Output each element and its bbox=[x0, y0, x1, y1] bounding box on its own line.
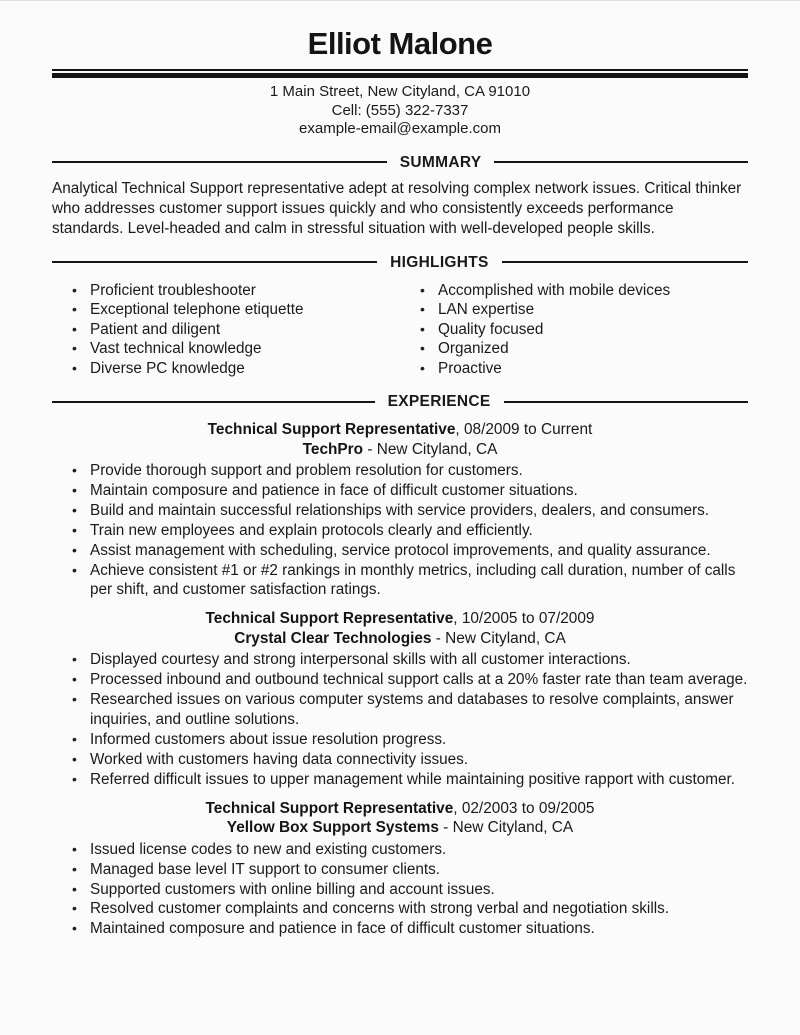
section-header-experience bbox=[52, 392, 748, 411]
job-bullet: • Issued license codes to new and existing customers. bbox=[52, 840, 748, 860]
job-bullet: • Achieve consistent #1 or #2 rankings in monthly metrics, including call duration, number of calls per shift, and customer satisfaction ratings. bbox=[52, 561, 748, 601]
highlights-rule-left-line bbox=[52, 261, 377, 263]
job-dates: , 08/2009 to Current bbox=[455, 421, 593, 438]
contact-address: 1 Main Street, New Cityland, CA 91010 bbox=[269, 83, 531, 100]
job-heading bbox=[52, 799, 748, 819]
job-bullet: • Displayed courtesy and strong interpersonal skills with all customer interactions. bbox=[52, 650, 748, 670]
highlight-item: • Patient and diligent bbox=[52, 320, 400, 340]
job-entry bbox=[52, 420, 748, 600]
job-heading bbox=[52, 420, 748, 440]
summary-text: Analytical Technical Support representative adept at resolving complex network issues. Critical thinker who addresses customer support issues quickly and who consistently exceeds performance standards. Level-headed and calm in stressful situation with well-developed people skills. bbox=[52, 179, 742, 237]
section-title-summary: SUMMARY bbox=[399, 153, 482, 171]
job-company-line bbox=[52, 818, 748, 838]
experience-rule-right-line bbox=[504, 401, 748, 403]
highlights-rule-right-line bbox=[502, 261, 748, 263]
section-title-highlights: HIGHLIGHTS bbox=[390, 253, 489, 271]
job-bullet: • Maintain composure and patience in face of difficult customer situations. bbox=[52, 481, 748, 501]
job-bullet: • Referred difficult issues to upper management while maintaining positive rapport with customer. bbox=[52, 770, 748, 790]
job-bullet: • Worked with customers having data connectivity issues. bbox=[52, 750, 748, 770]
job-bullet: • Managed base level IT support to consumer clients. bbox=[52, 860, 748, 880]
header-double-rule bbox=[52, 69, 748, 78]
summary-rule-left-line bbox=[52, 161, 387, 163]
highlight-item: • Proactive bbox=[400, 359, 748, 379]
job-company: Yellow Box Support Systems bbox=[226, 819, 439, 837]
job-bullet: • Supported customers with online billing and account issues. bbox=[52, 880, 748, 900]
job-bullet-list bbox=[52, 650, 748, 789]
highlights-list bbox=[52, 281, 748, 379]
highlight-item: • Organized bbox=[400, 339, 748, 359]
job-location: - New Cityland, CA bbox=[431, 629, 566, 647]
job-bullet: • Processed inbound and outbound technical support calls at a 20% faster rate than team average. bbox=[52, 670, 748, 690]
job-bullet: • Resolved customer complaints and concerns with strong verbal and negotiation skills. bbox=[52, 899, 748, 919]
section-title-experience: EXPERIENCE bbox=[387, 393, 491, 410]
highlight-item: • Vast technical knowledge bbox=[52, 339, 400, 359]
job-title: Technical Support Representative bbox=[207, 421, 456, 438]
highlights-left-column bbox=[52, 281, 400, 379]
experience-rule-left-line bbox=[52, 401, 375, 403]
job-bullet: • Informed customers about issue resolution progress. bbox=[52, 730, 748, 750]
highlights-right-column bbox=[400, 281, 748, 379]
highlight-item: • Accomplished with mobile devices bbox=[400, 281, 748, 301]
job-bullet: • Assist management with scheduling, service protocol improvements, and quality assurance. bbox=[52, 541, 748, 561]
job-location: - New Cityland, CA bbox=[438, 819, 574, 837]
job-entry bbox=[52, 799, 748, 940]
section-header-highlights bbox=[52, 253, 748, 272]
section-header-summary bbox=[52, 153, 748, 172]
highlight-item: • Proficient troubleshooter bbox=[52, 281, 400, 301]
resume-page bbox=[0, 1, 800, 939]
job-title: Technical Support Representative bbox=[205, 799, 454, 817]
job-dates: , 10/2005 to 07/2009 bbox=[453, 610, 595, 628]
job-bullet-list bbox=[52, 461, 748, 600]
contact-phone: Cell: (555) 322-7337 bbox=[331, 101, 469, 119]
job-location: - New Cityland, CA bbox=[363, 440, 498, 458]
job-company-line bbox=[52, 629, 748, 649]
job-bullet: • Maintained composure and patience in face of difficult customer situations. bbox=[52, 919, 748, 939]
summary-rule-right-line bbox=[494, 161, 748, 163]
highlight-item: • Diverse PC knowledge bbox=[52, 359, 400, 379]
job-title: Technical Support Representative bbox=[205, 610, 454, 628]
job-company-line bbox=[52, 440, 748, 460]
highlight-item: • Exceptional telephone etiquette bbox=[52, 300, 400, 320]
job-entry bbox=[52, 609, 748, 789]
highlight-item: • LAN expertise bbox=[400, 300, 748, 320]
job-heading bbox=[52, 609, 748, 629]
job-company: Crystal Clear Technologies bbox=[234, 629, 432, 647]
contact-block bbox=[52, 83, 748, 139]
job-bullet: • Build and maintain successful relationships with service providers, dealers, and consumers. bbox=[52, 501, 748, 521]
job-bullet: • Provide thorough support and problem resolution for customers. bbox=[52, 461, 748, 481]
job-dates: , 02/2003 to 09/2005 bbox=[453, 799, 595, 817]
candidate-name: Elliot Malone bbox=[307, 26, 493, 61]
highlight-item: • Quality focused bbox=[400, 320, 748, 340]
job-company: TechPro bbox=[302, 440, 364, 458]
job-bullet: • Researched issues on various computer systems and databases to resolve complaints, answer inquiries, and outline solutions. bbox=[52, 690, 748, 730]
job-bullet-list bbox=[52, 840, 748, 940]
contact-email: example-email@example.com bbox=[299, 120, 501, 137]
job-bullet: • Train new employees and explain protocols clearly and efficiently. bbox=[52, 521, 748, 541]
